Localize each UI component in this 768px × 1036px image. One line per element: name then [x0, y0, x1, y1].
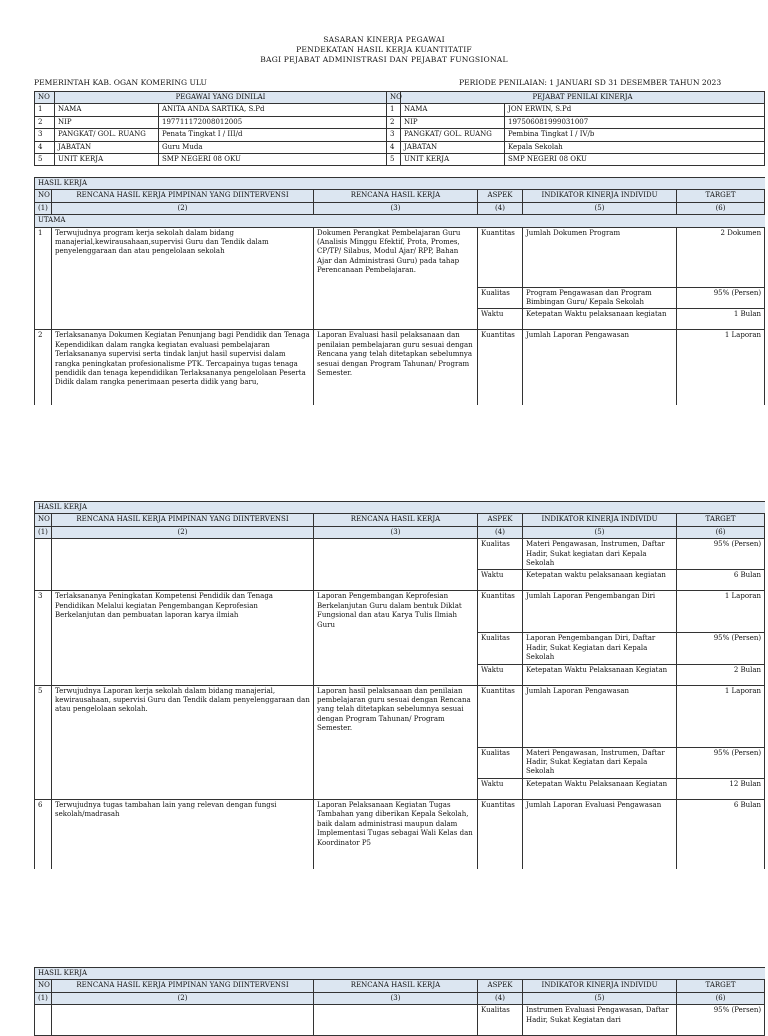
field-label: UNIT KERJA: [401, 154, 505, 166]
identity-row: [35, 129, 765, 141]
intervensi-cell: Terwujudnya program kerja sekolah dalam bidang manajerial,kewirausahaan,supervisi Guru dan Tendik dalam penyelenggaraan dan atau pengelolaan sekolah: [52, 227, 314, 330]
column-header-row: [35, 190, 765, 202]
row-number: 1: [35, 104, 55, 116]
assessor-section-title: PEJABAT PENILAI KINERJA: [401, 92, 765, 104]
row-number: 4: [35, 141, 55, 153]
employee-name: ANITA ANDA SARTIKA, S.Pd: [159, 104, 387, 116]
hasil-kerja-header: HASIL KERJA: [35, 178, 765, 190]
intervensi-cell: Terwujudnya Laporan kerja sekolah dalam bidang manajerial, kewirausahaan, supervisi Guru dan Tendik dalam penyelenggaraan dan atau pengelolaan sekolah.: [52, 685, 314, 799]
no-header: NO: [35, 190, 52, 202]
table-row: [35, 799, 765, 879]
rencana-cell: Laporan hasil pelaksanaan dan penilaian pembelajaran guru sesuai dengan Rencana yang telah ditetapkan sebelumnya sesuai dengan Program Tahunan/ Program Semester.: [314, 685, 478, 799]
rencana-cell: Laporan Pengembangan Keprofesian Berkelanjutan Guru dalam bentuk Diklat Fungsional dan atau Karya Tulis Ilmiah Guru: [314, 591, 478, 685]
field-label: JABATAN: [55, 141, 159, 153]
page-break: [0, 869, 768, 966]
institution-label: PEMERINTAH KAB. OGAN KOMERING ULU: [34, 78, 207, 87]
rencana-cell: [314, 539, 478, 591]
target-header: TARGET: [677, 514, 765, 526]
doc-title: SASARAN KINERJA PEGAWAI: [323, 35, 445, 44]
column-number: (3): [314, 202, 478, 214]
intervensi-header: RENCANA HASIL KERJA PIMPINAN YANG DIINTERVENSI: [52, 190, 314, 202]
column-header-row: [35, 980, 765, 992]
aspek-cell: Waktu: [478, 309, 523, 330]
indikator-cell: Laporan Pengembangan Diri, Daftar Hadir, Sukat Kegiatan dari Kepala Sekolah: [523, 633, 677, 664]
aspek-cell: Kuantitas: [478, 591, 523, 633]
field-label: NAMA: [401, 104, 505, 116]
doc-subtitle-2: BAGI PEJABAT ADMINISTRASI DAN PEJABAT FUNGSIONAL: [260, 55, 508, 64]
row-number: 3: [387, 129, 401, 141]
indikator-cell: Program Pengawasan dan Program Bimbingan Guru/ Kepala Sekolah: [523, 287, 677, 309]
target-cell: 95% (Persen): [677, 747, 765, 778]
target-cell: 95% (Persen): [677, 1005, 765, 1036]
section-header-row: [35, 968, 765, 980]
aspek-cell: Kualitas: [478, 1005, 523, 1036]
column-number-row: [35, 202, 765, 214]
column-number: (6): [677, 202, 765, 214]
row-number: [35, 1005, 52, 1036]
column-number: (1): [35, 526, 52, 538]
aspek-header: ASPEK: [478, 514, 523, 526]
hasil-kerja-header: HASIL KERJA: [35, 502, 765, 514]
table-row: [35, 1005, 765, 1036]
column-number: (6): [677, 992, 765, 1004]
no-header: NO: [387, 92, 401, 104]
intervensi-header: RENCANA HASIL KERJA PIMPINAN YANG DIINTERVENSI: [52, 514, 314, 526]
aspek-cell: Waktu: [478, 570, 523, 591]
row-number: 1: [387, 104, 401, 116]
column-number-row: [35, 526, 765, 538]
rencana-cell: Dokumen Perangkat Pembelajaran Guru (Analisis Minggu Efektif, Prota, Promes, CP/TP/ Silabus, Modul Ajar/ RPP, Bahan Ajar dan Administrasi Guru) pada tahap Perencanaan Pembelajaran.: [314, 227, 478, 330]
table-row: [35, 539, 765, 570]
assessor-position: Kepala Sekolah: [505, 141, 765, 153]
column-number: (2): [52, 526, 314, 538]
intervensi-cell: [52, 1005, 314, 1036]
period-label: PERIODE PENILAIAN: 1 JANUARI SD 31 DESEMBER TAHUN 2023: [459, 78, 722, 87]
aspek-cell: Kuantitas: [478, 227, 523, 287]
aspek-header: ASPEK: [478, 190, 523, 202]
aspek-cell: Waktu: [478, 778, 523, 799]
aspek-cell: Kualitas: [478, 287, 523, 309]
target-cell: 95% (Persen): [677, 539, 765, 570]
row-number: 1: [35, 227, 52, 330]
indikator-cell: Jumlah Laporan Pengawasan: [523, 330, 677, 410]
field-label: JABATAN: [401, 141, 505, 153]
table-row: [35, 330, 765, 410]
row-number: 2: [35, 116, 55, 128]
target-cell: 1 Laporan: [677, 685, 765, 747]
table-row: [35, 685, 765, 747]
utama-label: UTAMA: [35, 215, 765, 227]
row-number: [35, 539, 52, 591]
target-cell: 12 Bulan: [677, 778, 765, 799]
field-label: NAMA: [55, 104, 159, 116]
aspek-cell: Kualitas: [478, 747, 523, 778]
identity-header-row: [35, 92, 765, 104]
results-table-page-3: [34, 967, 765, 1036]
table-row: [35, 591, 765, 633]
column-number: (4): [478, 202, 523, 214]
utama-row: [35, 215, 765, 227]
row-number: 5: [35, 154, 55, 166]
intervensi-header: RENCANA HASIL KERJA PIMPINAN YANG DIINTERVENSI: [52, 980, 314, 992]
identity-row: [35, 154, 765, 166]
indikator-header: INDIKATOR KINERJA INDIVIDU: [523, 514, 677, 526]
row-number: 4: [387, 141, 401, 153]
aspek-cell: Waktu: [478, 664, 523, 685]
target-header: TARGET: [677, 190, 765, 202]
column-number: (5): [523, 202, 677, 214]
target-header: TARGET: [677, 980, 765, 992]
table-row: [35, 227, 765, 287]
indikator-cell: Ketepatan waktu pelaksanaan kegiatan: [523, 570, 677, 591]
intervensi-cell: [52, 539, 314, 591]
assessor-rank: Pembina Tingkat I / IV/b: [505, 129, 765, 141]
indikator-cell: Ketepatan Waktu pelaksanaan kegiatan: [523, 309, 677, 330]
target-cell: 1 Laporan: [677, 591, 765, 633]
identity-row: [35, 141, 765, 153]
aspek-cell: Kuantitas: [478, 330, 523, 410]
column-number: (4): [478, 992, 523, 1004]
rencana-header: RENCANA HASIL KERJA: [314, 190, 478, 202]
column-number: (5): [523, 526, 677, 538]
indikator-cell: Jumlah Laporan Pengawasan: [523, 685, 677, 747]
field-label: PANGKAT/ GOL. RUANG: [401, 129, 505, 141]
field-label: UNIT KERJA: [55, 154, 159, 166]
indikator-cell: Ketepatan Waktu Pelaksanaan Kegiatan: [523, 778, 677, 799]
target-cell: 1 Bulan: [677, 309, 765, 330]
section-header-row: [35, 178, 765, 190]
rencana-cell: [314, 1005, 478, 1036]
target-cell: 2 Bulan: [677, 664, 765, 685]
column-number-row: [35, 992, 765, 1004]
results-table-page-1: [34, 177, 765, 410]
column-number: (2): [52, 992, 314, 1004]
identity-row: [35, 104, 765, 116]
target-cell: 95% (Persen): [677, 287, 765, 309]
intervensi-cell: Terlaksananya Dokumen Kegiatan Penunjang bagi Pendidik dan Tenaga Kependidikan dalam rangka kegiatan evaluasi pembelajaran Terlaksananya supervisi serta tindak lanjut hasil supervisi dalam rangka peningkatan profesionalisme PTK. Tercapainya tugas tenaga pendidik dan tenaga kependidikan Terlaksananya pengelolaan Peserta Didik dalam rangka penerimaan peserta didik yang baru,: [52, 330, 314, 410]
section-header-row: [35, 502, 765, 514]
assessor-name: JON ERWIN, S.Pd: [505, 104, 765, 116]
page-break: [0, 405, 768, 500]
row-number: 6: [35, 799, 52, 879]
column-number: (6): [677, 526, 765, 538]
column-number: (3): [314, 992, 478, 1004]
column-number: (1): [35, 202, 52, 214]
aspek-header: ASPEK: [478, 980, 523, 992]
rencana-header: RENCANA HASIL KERJA: [314, 980, 478, 992]
target-cell: 1 Laporan: [677, 330, 765, 410]
identity-row: [35, 116, 765, 128]
intervensi-cell: Terwujudnya tugas tambahan lain yang relevan dengan fungsi sekolah/madrasah: [52, 799, 314, 879]
field-label: NIP: [55, 116, 159, 128]
row-number: 3: [35, 591, 52, 685]
doc-subtitle: PENDEKATAN HASIL KERJA KUANTITATIF: [296, 45, 472, 54]
field-label: NIP: [401, 116, 505, 128]
target-cell: 2 Dokumen: [677, 227, 765, 287]
hasil-kerja-header: HASIL KERJA: [35, 968, 765, 980]
column-number: (5): [523, 992, 677, 1004]
rencana-cell: Laporan Pelaksanaan Kegiatan Tugas Tambahan yang diberikan Kepala Sekolah, baik dalam administrasi maupun dalam Implementasi Tugas sebagai Wali Kelas dan Koordinator P5: [314, 799, 478, 879]
column-number: (2): [52, 202, 314, 214]
no-header: NO: [35, 92, 55, 104]
target-cell: 6 Bulan: [677, 799, 765, 879]
intervensi-cell: Terlaksananya Peningkatan Kompetensi Pendidik dan Tenaga Pendidikan Melalui kegiatan Pengembangan Keprofesian Berkelanjutan dan pembuatan laporan karya ilmiah: [52, 591, 314, 685]
row-number: 5: [387, 154, 401, 166]
indikator-cell: Ketepatan Waktu Pelaksanaan Kegiatan: [523, 664, 677, 685]
target-cell: 6 Bulan: [677, 570, 765, 591]
column-number: (3): [314, 526, 478, 538]
assessor-unit: SMP NEGERI 08 OKU: [505, 154, 765, 166]
indikator-cell: Materi Pengawasan, Instrumen, Daftar Hadir, Sukat Kegiatan dari Kepala Sekolah: [523, 747, 677, 778]
aspek-cell: Kuantitas: [478, 685, 523, 747]
employee-unit: SMP NEGERI 08 OKU: [159, 154, 387, 166]
employee-position: Guru Muda: [159, 141, 387, 153]
row-number: 5: [35, 685, 52, 799]
results-table-page-2: [34, 501, 765, 880]
indikator-cell: Jumlah Dokumen Program: [523, 227, 677, 287]
rencana-header: RENCANA HASIL KERJA: [314, 514, 478, 526]
aspek-cell: Kuantitas: [478, 799, 523, 879]
no-header: NO: [35, 980, 52, 992]
column-header-row: [35, 514, 765, 526]
indikator-header: INDIKATOR KINERJA INDIVIDU: [523, 190, 677, 202]
employee-nip: 197711172008012005: [159, 116, 387, 128]
indikator-cell: Jumlah Laporan Evaluasi Pengawasan: [523, 799, 677, 879]
row-number: 3: [35, 129, 55, 141]
column-number: (1): [35, 992, 52, 1004]
employee-section-title: PEGAWAI YANG DINILAI: [55, 92, 387, 104]
rencana-cell: Laporan Evaluasi hasil pelaksanaan dan penilaian pembelajaran guru sesuai dengan Rencana yang telah ditetapkan sebelumnya sesuai dengan Program Tahunan/ Program Semester.: [314, 330, 478, 410]
row-number: 2: [387, 116, 401, 128]
no-header: NO: [35, 514, 52, 526]
indikator-cell: Jumlah Laporan Pengembangan Diri: [523, 591, 677, 633]
indikator-header: INDIKATOR KINERJA INDIVIDU: [523, 980, 677, 992]
indikator-cell: Materi Pengawasan, Instrumen, Daftar Hadir, Sukat kegiatan dari Kepala Sekolah: [523, 539, 677, 570]
column-number: (4): [478, 526, 523, 538]
target-cell: 95% (Persen): [677, 633, 765, 664]
row-number: 2: [35, 330, 52, 410]
indikator-cell: Instrumen Evaluasi Pengawasan, Daftar Hadir, Sukat Kegiatan dari: [523, 1005, 677, 1036]
employee-rank: Penata Tingkat I / III/d: [159, 129, 387, 141]
identity-table: [34, 91, 765, 166]
assessor-nip: 197506081999031007: [505, 116, 765, 128]
aspek-cell: Kualitas: [478, 539, 523, 570]
field-label: PANGKAT/ GOL. RUANG: [55, 129, 159, 141]
aspek-cell: Kualitas: [478, 633, 523, 664]
